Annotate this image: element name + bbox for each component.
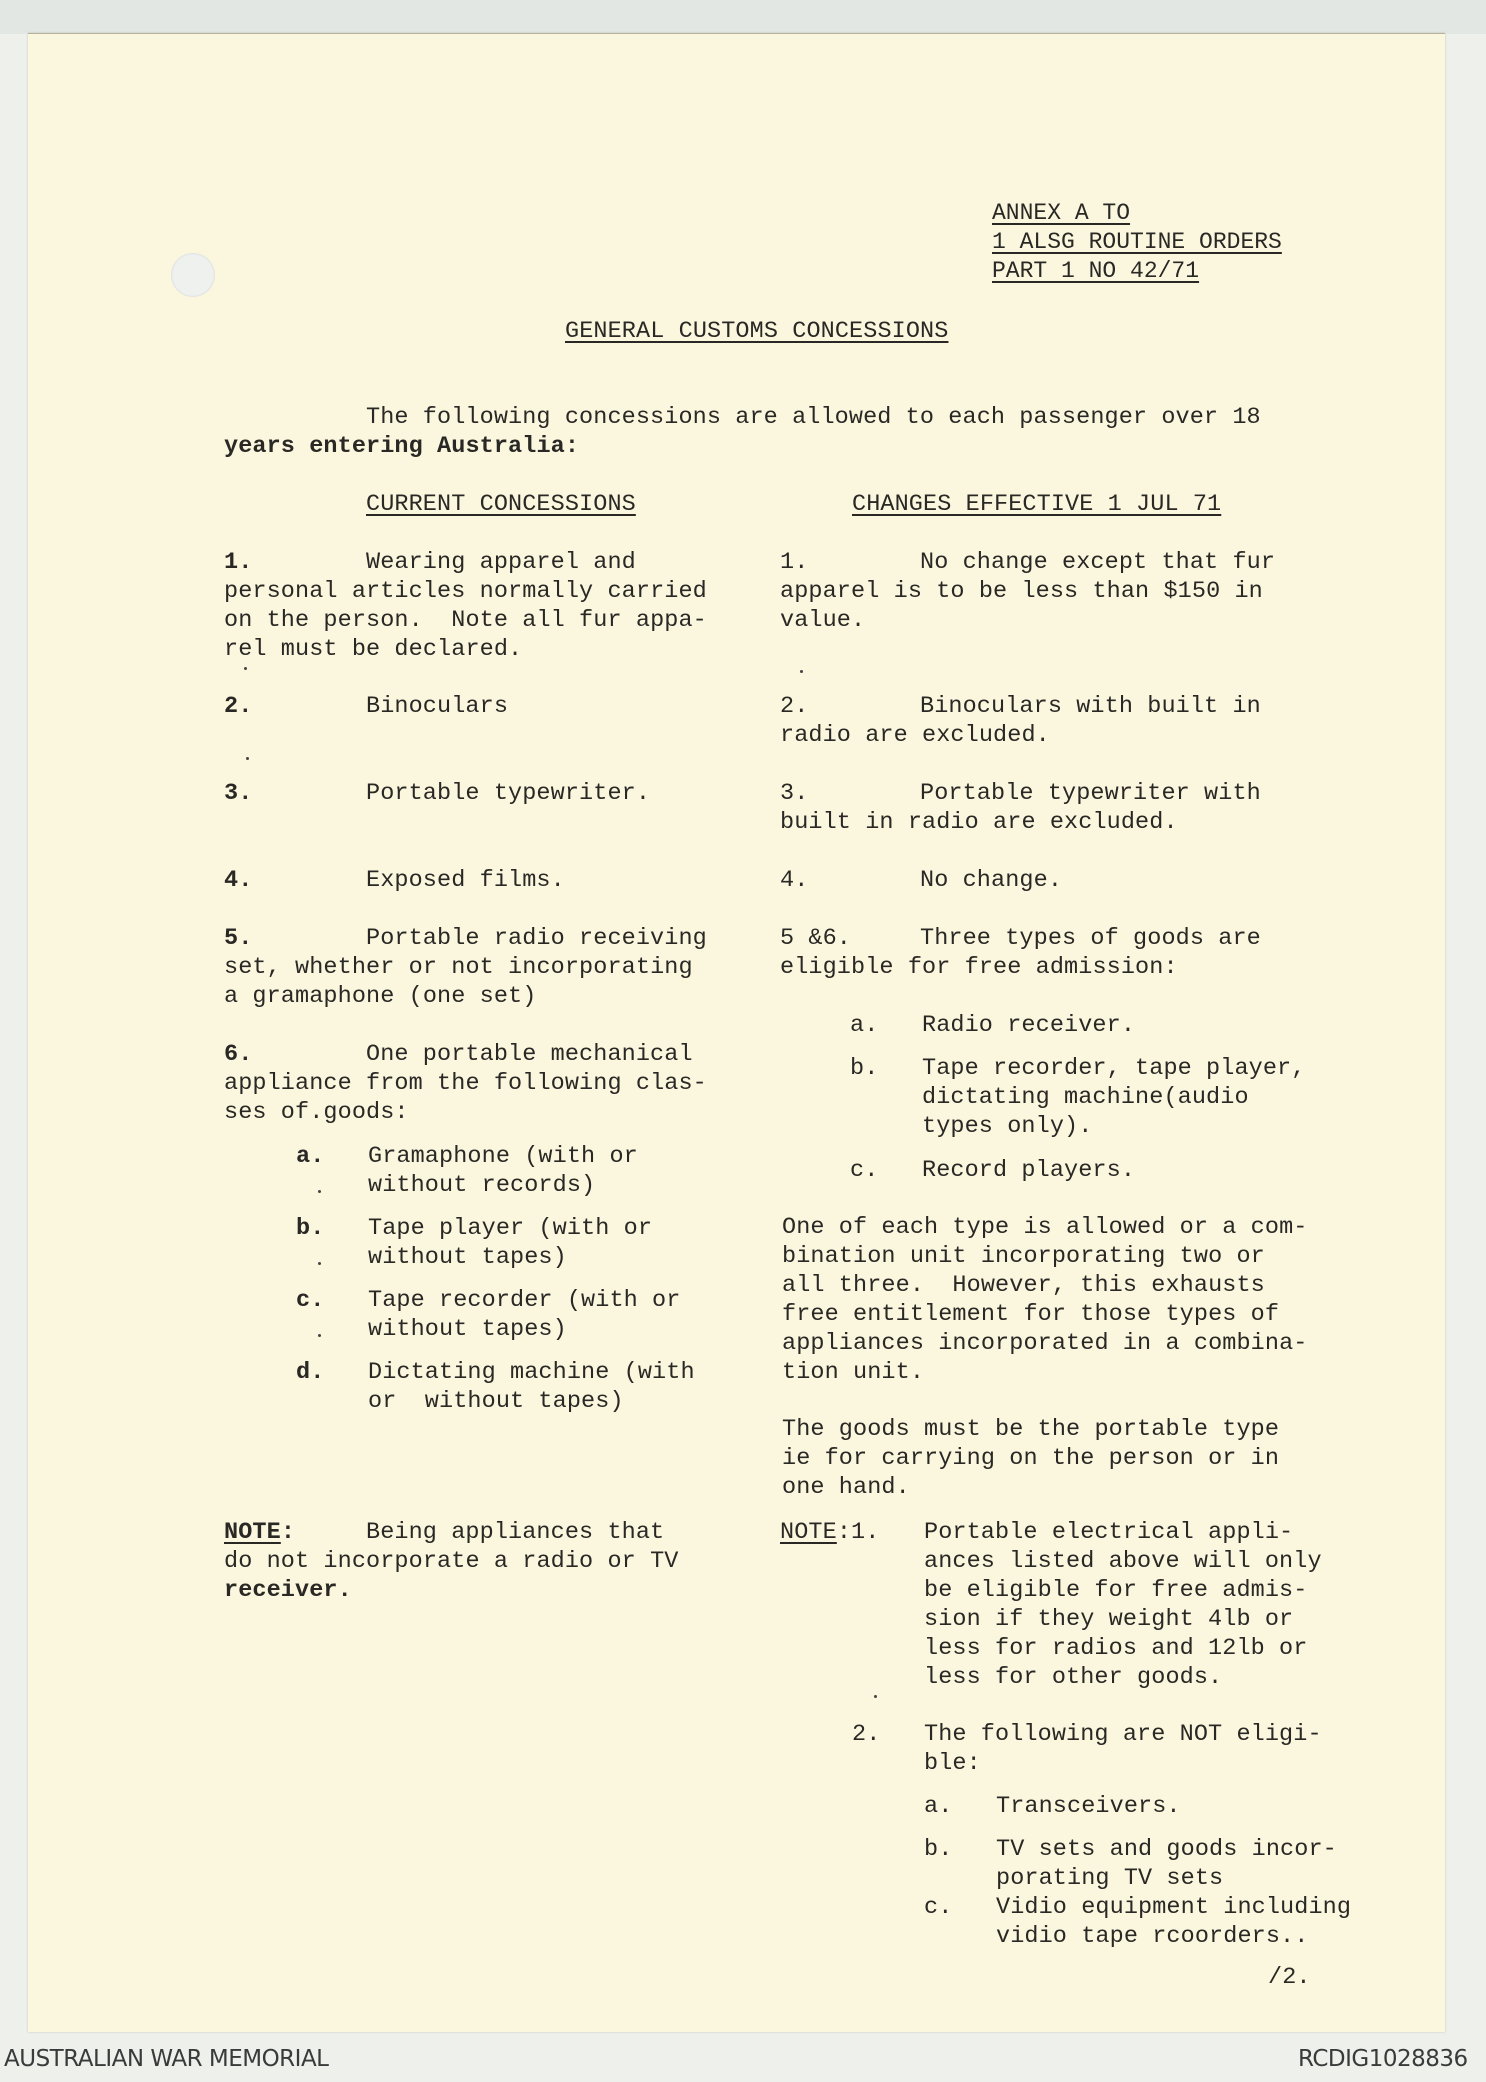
note-label: NOTE: bbox=[224, 1519, 296, 1546]
item-number: 1. bbox=[780, 549, 809, 576]
sub-letter: c. bbox=[296, 1287, 325, 1314]
note-line: ble: bbox=[924, 1750, 981, 1777]
para-line: free entitlement for those types of bbox=[782, 1301, 1280, 1328]
item-line: radio are excluded. bbox=[780, 722, 1050, 749]
item-line: Wearing apparel and bbox=[366, 549, 636, 576]
para-line: appliances incorporated in a combina- bbox=[782, 1330, 1308, 1357]
item-line: rel must be declared. bbox=[224, 636, 523, 663]
note-line: less for other goods. bbox=[924, 1664, 1223, 1691]
item-line: Portable typewriter. bbox=[366, 780, 651, 807]
sub-line: Radio receiver. bbox=[922, 1012, 1136, 1039]
sub-line: porating TV sets bbox=[996, 1865, 1224, 1892]
para-line: one hand. bbox=[782, 1474, 910, 1501]
item-line: on the person. Note all fur appa- bbox=[224, 607, 707, 634]
sub-letter: a. bbox=[924, 1793, 953, 1820]
column-heading-current: CURRENT CONCESSIONS bbox=[366, 491, 636, 518]
sub-letter: b. bbox=[850, 1055, 879, 1082]
speck-mark bbox=[874, 1695, 877, 1698]
speck-mark bbox=[800, 670, 803, 673]
sub-line: Tape player (with or bbox=[368, 1215, 653, 1242]
para-line: tion unit. bbox=[782, 1359, 925, 1386]
sub-letter: c. bbox=[924, 1894, 953, 1921]
para-line: bination unit incorporating two or bbox=[782, 1243, 1265, 1270]
intro-line-2: years entering Australia: bbox=[224, 433, 580, 460]
item-number: 3. bbox=[224, 780, 253, 807]
intro-line-1: The following concessions are allowed to each passenger over 18 bbox=[366, 404, 1261, 431]
item-line: Portable typewriter with bbox=[920, 780, 1261, 807]
annex-line: PART 1 NO 42/71 bbox=[992, 258, 1200, 284]
sub-letter: d. bbox=[296, 1359, 325, 1386]
item-line: Binoculars bbox=[366, 693, 509, 720]
sub-line: Vidio equipment including bbox=[996, 1894, 1352, 1921]
item-number: 5. bbox=[224, 925, 253, 952]
scan-background-strip bbox=[0, 0, 1486, 34]
sub-line: Record players. bbox=[922, 1157, 1136, 1184]
sub-line: dictating machine(audio bbox=[922, 1084, 1249, 1111]
speck-mark bbox=[246, 757, 249, 760]
sub-letter: b. bbox=[296, 1215, 325, 1242]
item-number: 3. bbox=[780, 780, 809, 807]
footer-record-id: RCDIG1028836 bbox=[1298, 2046, 1468, 2072]
item-number: 4. bbox=[780, 867, 809, 894]
page-continuation-marker: /2. bbox=[1268, 1964, 1311, 1991]
note-line: do not incorporate a radio or TV bbox=[224, 1548, 679, 1575]
note-line: The following are NOT eligi- bbox=[924, 1721, 1322, 1748]
annex-reference bbox=[992, 199, 1282, 286]
document-title: GENERAL CUSTOMS CONCESSIONS bbox=[565, 318, 949, 345]
speck-mark bbox=[318, 1262, 321, 1265]
sub-line: Tape recorder, tape player, bbox=[922, 1055, 1306, 1082]
note-line: less for radios and 12lb or bbox=[924, 1635, 1308, 1662]
para-line: ie for carrying on the person or in bbox=[782, 1445, 1280, 1472]
para-line: all three. However, this exhausts bbox=[782, 1272, 1265, 1299]
note-line: ances listed above will only bbox=[924, 1548, 1322, 1575]
item-line: Portable radio receiving bbox=[366, 925, 707, 952]
item-line: Binoculars with built in bbox=[920, 693, 1261, 720]
item-line: built in radio are excluded. bbox=[780, 809, 1178, 836]
item-line: a gramaphone (one set) bbox=[224, 983, 537, 1010]
item-number: 2. bbox=[224, 693, 253, 720]
item-line: apparel is to be less than $150 in bbox=[780, 578, 1263, 605]
sub-letter: b. bbox=[924, 1836, 953, 1863]
para-line: The goods must be the portable type bbox=[782, 1416, 1280, 1443]
item-number: 2. bbox=[780, 693, 809, 720]
sub-line: vidio tape rcoorders.. bbox=[996, 1923, 1309, 1950]
item-line: No change except that fur bbox=[920, 549, 1276, 576]
speck-mark bbox=[244, 667, 247, 670]
item-number: 1. bbox=[224, 549, 253, 576]
column-heading-changes: CHANGES EFFECTIVE 1 JUL 71 bbox=[852, 491, 1222, 518]
item-number: 6. bbox=[224, 1041, 253, 1068]
sub-line: Tape recorder (with or bbox=[368, 1287, 681, 1314]
note-line: receiver. bbox=[224, 1577, 352, 1604]
note-number: 2. bbox=[852, 1721, 881, 1748]
note-line: sion if they weight 4lb or bbox=[924, 1606, 1294, 1633]
para-line: One of each type is allowed or a com- bbox=[782, 1214, 1308, 1241]
sub-line: Dictating machine (with bbox=[368, 1359, 695, 1386]
note-line: Portable electrical appli- bbox=[924, 1519, 1294, 1546]
item-line: No change. bbox=[920, 867, 1063, 894]
sub-line: types only). bbox=[922, 1113, 1093, 1140]
speck-mark bbox=[318, 1190, 321, 1193]
item-line: appliance from the following clas- bbox=[224, 1070, 707, 1097]
item-line: set, whether or not incorporating bbox=[224, 954, 693, 981]
item-line: Exposed films. bbox=[366, 867, 565, 894]
sub-letter: a. bbox=[850, 1012, 879, 1039]
note-line: Being appliances that bbox=[366, 1519, 665, 1546]
item-number: 4. bbox=[224, 867, 253, 894]
sub-line: Gramaphone (with or bbox=[368, 1143, 638, 1170]
sub-line: without tapes) bbox=[368, 1316, 567, 1343]
item-line: Three types of goods are bbox=[920, 925, 1261, 952]
sub-letter: c. bbox=[850, 1157, 879, 1184]
footer-archive-name: AUSTRALIAN WAR MEMORIAL bbox=[4, 2046, 329, 2072]
sub-line: or without tapes) bbox=[368, 1388, 624, 1415]
item-line: value. bbox=[780, 607, 866, 634]
item-line: One portable mechanical bbox=[366, 1041, 693, 1068]
annex-line: ANNEX A TO bbox=[992, 200, 1131, 226]
sub-line: Transceivers. bbox=[996, 1793, 1181, 1820]
item-number: 5 &6. bbox=[780, 925, 852, 952]
item-line: ses of.goods: bbox=[224, 1099, 409, 1126]
item-line: eligible for free admission: bbox=[780, 954, 1178, 981]
sub-line: without records) bbox=[368, 1172, 596, 1199]
sub-line: without tapes) bbox=[368, 1244, 567, 1271]
annex-line: 1 ALSG ROUTINE ORDERS bbox=[992, 229, 1282, 255]
item-line: personal articles normally carried bbox=[224, 578, 707, 605]
sub-line: TV sets and goods incor- bbox=[996, 1836, 1337, 1863]
speck-mark bbox=[318, 1334, 321, 1337]
punch-hole bbox=[171, 253, 215, 297]
sub-letter: a. bbox=[296, 1143, 325, 1170]
note-label: NOTE:1. bbox=[780, 1519, 880, 1546]
note-line: be eligible for free admis- bbox=[924, 1577, 1308, 1604]
